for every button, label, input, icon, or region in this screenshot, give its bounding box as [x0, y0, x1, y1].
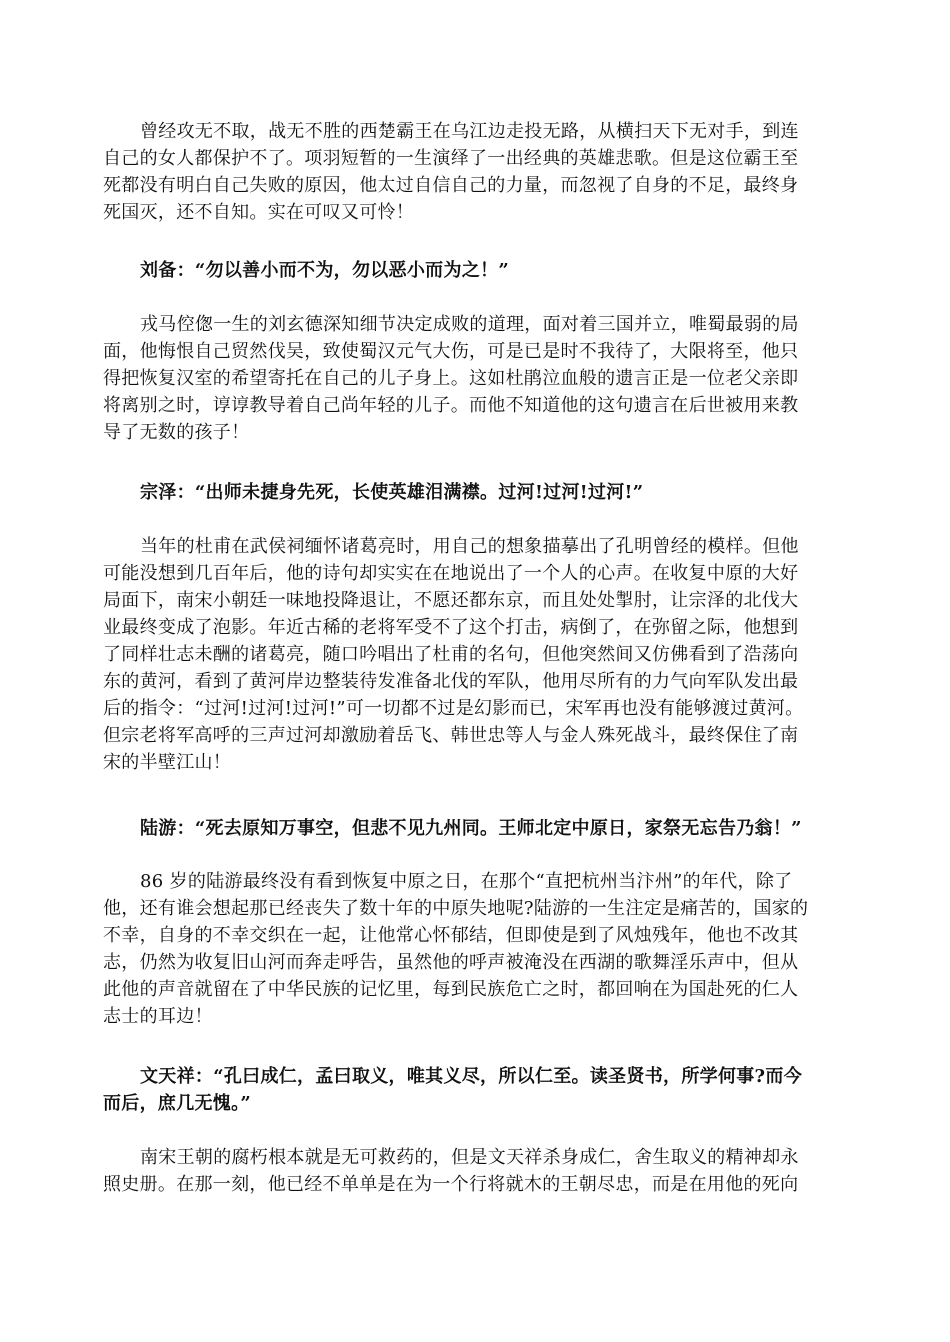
text-line: 死都没有明白自己失败的原因，他太过自信自己的力量，而忽视了自身的不足，最终身: [103, 175, 799, 196]
heading-line: 陆游：“死去原知万事空，但悲不见九州同。王师北定中原日，家祭无忘告乃翁！”: [140, 818, 802, 839]
paragraph-lu-you: [103, 868, 853, 1030]
text-line: 志，仍然为收复旧山河而奔走呼告，虽然他的呼声被淹没在西湖的歌舞淫乐声中，但从: [103, 952, 799, 973]
text-line: 自己的女人都保护不了。项羽短暂的一生演绎了一出经典的英雄悲歌。但是这位霸王至: [103, 148, 799, 169]
paragraph-xiang-yu: [103, 118, 853, 226]
paragraph-liu-bei: [103, 311, 853, 446]
heading-line: 刘备：“勿以善小而不为，勿以恶小而为之！”: [140, 260, 510, 281]
text-line: 东的黄河，看到了黄河岸边整装待发准备北伐的军队，他用尽所有的力气向军队发出最: [103, 671, 799, 692]
heading-line: 宗泽：“出师未捷身先死，长使英雄泪满襟。过河!过河!过河!”: [140, 482, 644, 503]
text-line: 可能没想到几百年后，他的诗句却实实在在地说出了一个人的心声。在收复中原的大好: [103, 563, 799, 584]
text-line: 面，他悔恨自己贸然伐吴，致使蜀汉元气大伤，可是已是时不我待了，大限将至，他只: [103, 341, 799, 362]
heading-lu-you: [103, 815, 853, 842]
text-line: 了同样壮志未酬的诸葛亮，随口吟唱出了杜甫的名句，但他突然间又仿佛看到了浩荡向: [103, 644, 799, 665]
text-line: 他，还有谁会想起那已经丧失了数十年的中原失地呢?陆游的一生注定是痛苦的，国家的: [103, 898, 809, 919]
paragraph-wen-tianxiang: [103, 1144, 853, 1198]
text-line: 死国灭，还不自知。实在可叹又可怜！: [103, 202, 415, 223]
text-line: 将离别之时，谆谆教导着自己尚年轻的儿子。而他不知道他的这句遗言在后世被用来教: [103, 395, 799, 416]
heading-wen-tianxiang: [103, 1063, 853, 1117]
text-line: 宋的半壁江山！: [103, 752, 232, 773]
text-line: 志士的耳边！: [103, 1006, 213, 1027]
text-line: 此他的声音就留在了中华民族的记忆里，每到民族危亡之时，都回响在为国赴死的仁人: [103, 979, 799, 1000]
text-line: 业最终变成了泡影。年近古稀的老将军受不了这个打击，病倒了，在弥留之际，他想到: [103, 617, 799, 638]
heading-zong-ze: [103, 479, 853, 506]
text-line: 后的指令：“过河!过河!过河!”可一切都不过是幻影而已，宋军再也没有能够渡过黄河。: [103, 698, 804, 719]
heading-line: 而后，庶几无愧。”: [103, 1093, 252, 1114]
text-line: 南宋王朝的腐朽根本就是无可救药的，但是文天祥杀身成仁，舍生取义的精神却永: [140, 1147, 799, 1168]
text-line: 不幸，自身的不幸交织在一起，让他常心怀郁结，但即使是到了风烛残年，他也不改其: [103, 925, 799, 946]
text-line: 照史册。在那一刻，他已经不单单是在为一个行将就木的王朝尽忠，而是在用他的死向: [103, 1174, 799, 1195]
text-line: 得把恢复汉室的希望寄托在自己的儿子身上。这如杜鹃泣血般的遗言正是一位老父亲即: [103, 368, 799, 389]
paragraph-zong-ze: [103, 533, 853, 776]
heading-liu-bei: [103, 257, 853, 284]
text-line: 当年的杜甫在武侯祠缅怀诸葛亮时，用自己的想象描摹出了孔明曾经的模样。但他: [140, 536, 799, 557]
text-line: 导了无数的孩子！: [103, 422, 250, 443]
text-line: 86 岁的陆游最终没有看到恢复中原之日，在那个“直把杭州当汴州”的年代，除了: [140, 871, 793, 892]
text-line: 局面下，南宋小朝廷一味地投降退让，不愿还都东京，而且处处掣肘，让宗泽的北伐大: [103, 590, 799, 611]
text-line: 曾经攻无不取，战无不胜的西楚霸王在乌江边走投无路，从横扫天下无对手，到连: [140, 121, 799, 142]
heading-line: 文天祥：“孔曰成仁，孟曰取义，唯其义尽，所以仁至。读圣贤书，所学何事?而今: [140, 1066, 802, 1087]
text-line: 戎马倥偬一生的刘玄德深知细节决定成败的道理，面对着三国并立，唯蜀最弱的局: [140, 314, 799, 335]
text-line: 但宗老将军高呼的三声过河却激励着岳飞、韩世忠等人与金人殊死战斗，最终保住了南: [103, 725, 799, 746]
